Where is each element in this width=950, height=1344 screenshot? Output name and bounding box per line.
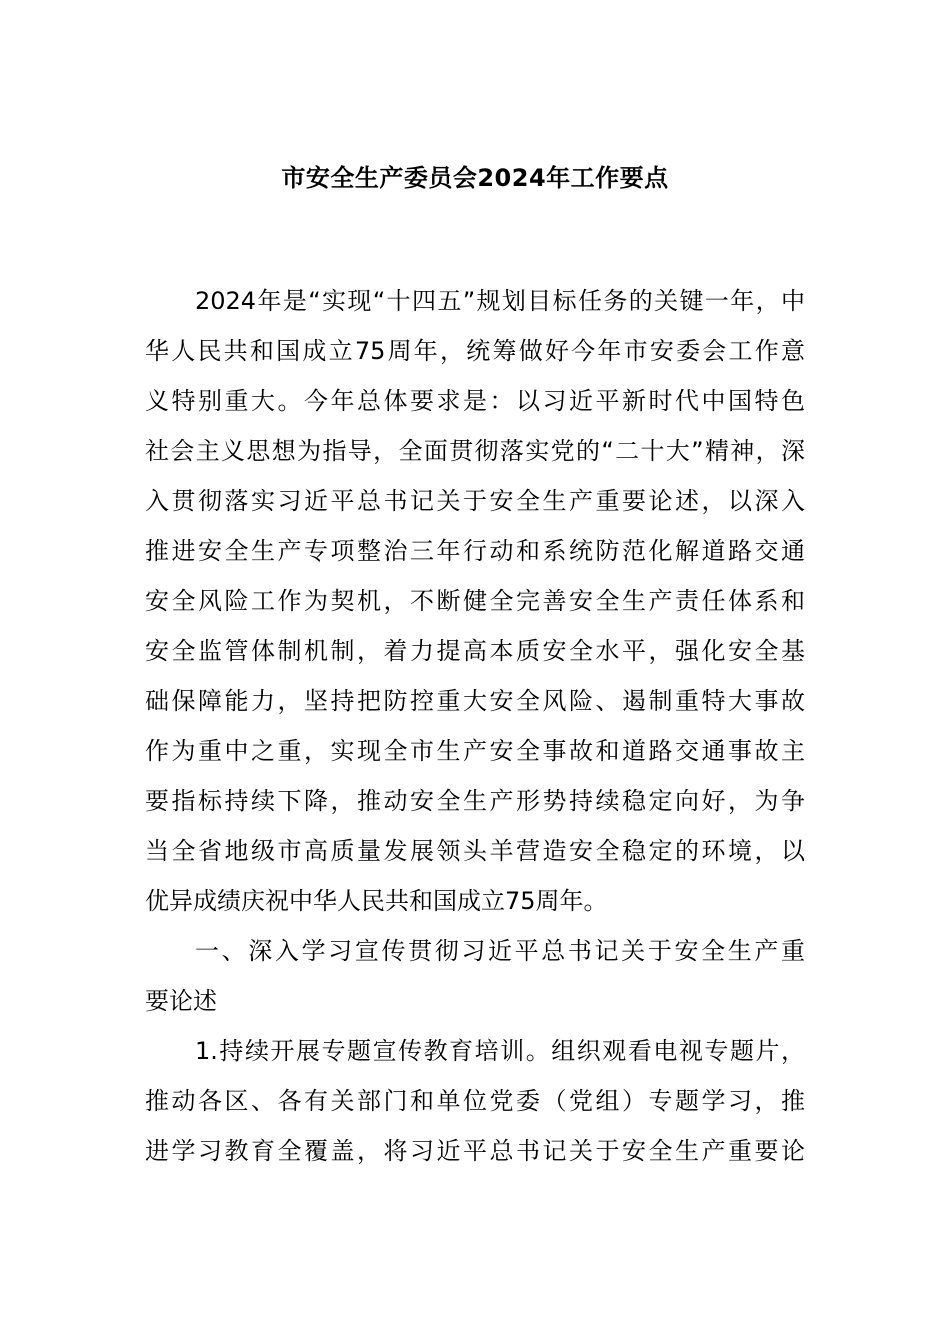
paragraph-line: 华人民共和国成立75周年，统筹做好今年市安委会工作意 [145, 337, 805, 365]
paragraph-line: 安全风险工作为契机，不断健全完善安全生产责任体系和 [145, 587, 805, 615]
paragraph-line: 1.持续开展专题宣传教育培训。组织观看电视专题片， [195, 1037, 805, 1065]
paragraph-line: 进学习教育全覆盖，将习近平总书记关于安全生产重要论 [145, 1137, 805, 1165]
paragraph-line: 当全省地级市高质量发展领头羊营造安全稳定的环境，以 [145, 837, 805, 865]
paragraph-line: 义特别重大。今年总体要求是：以习近平新时代中国特色 [145, 387, 805, 415]
document-title: 市安全生产委员会2024年工作要点 [281, 164, 669, 192]
paragraph-line: 优异成绩庆祝中华人民共和国成立75周年。 [145, 887, 608, 915]
paragraph-line: 安全监管体制机制，着力提高本质安全水平，强化安全基 [145, 637, 805, 665]
section-heading-line: 要论述 [145, 987, 217, 1015]
paragraph-line: 2024年是“实现“十四五”规划目标任务的关键一年，中 [195, 287, 805, 315]
paragraph-line: 推进安全生产专项整治三年行动和系统防范化解道路交通 [145, 537, 805, 565]
paragraph-line: 作为重中之重，实现全市生产安全事故和道路交通事故主 [145, 737, 805, 765]
paragraph-line: 要指标持续下降，推动安全生产形势持续稳定向好，为争 [145, 787, 805, 815]
section-heading-line: 一、深入学习宣传贯彻习近平总书记关于安全生产重 [195, 937, 805, 965]
paragraph-line: 入贯彻落实习近平总书记关于安全生产重要论述，以深入 [145, 487, 805, 515]
paragraph-line: 推动各区、各有关部门和单位党委（党组）专题学习，推 [145, 1087, 805, 1115]
paragraph-line: 社会主义思想为指导，全面贯彻落实党的“二十大”精神，深 [145, 437, 805, 465]
paragraph-line: 础保障能力，坚持把防控重大安全风险、遏制重特大事故 [145, 687, 805, 715]
